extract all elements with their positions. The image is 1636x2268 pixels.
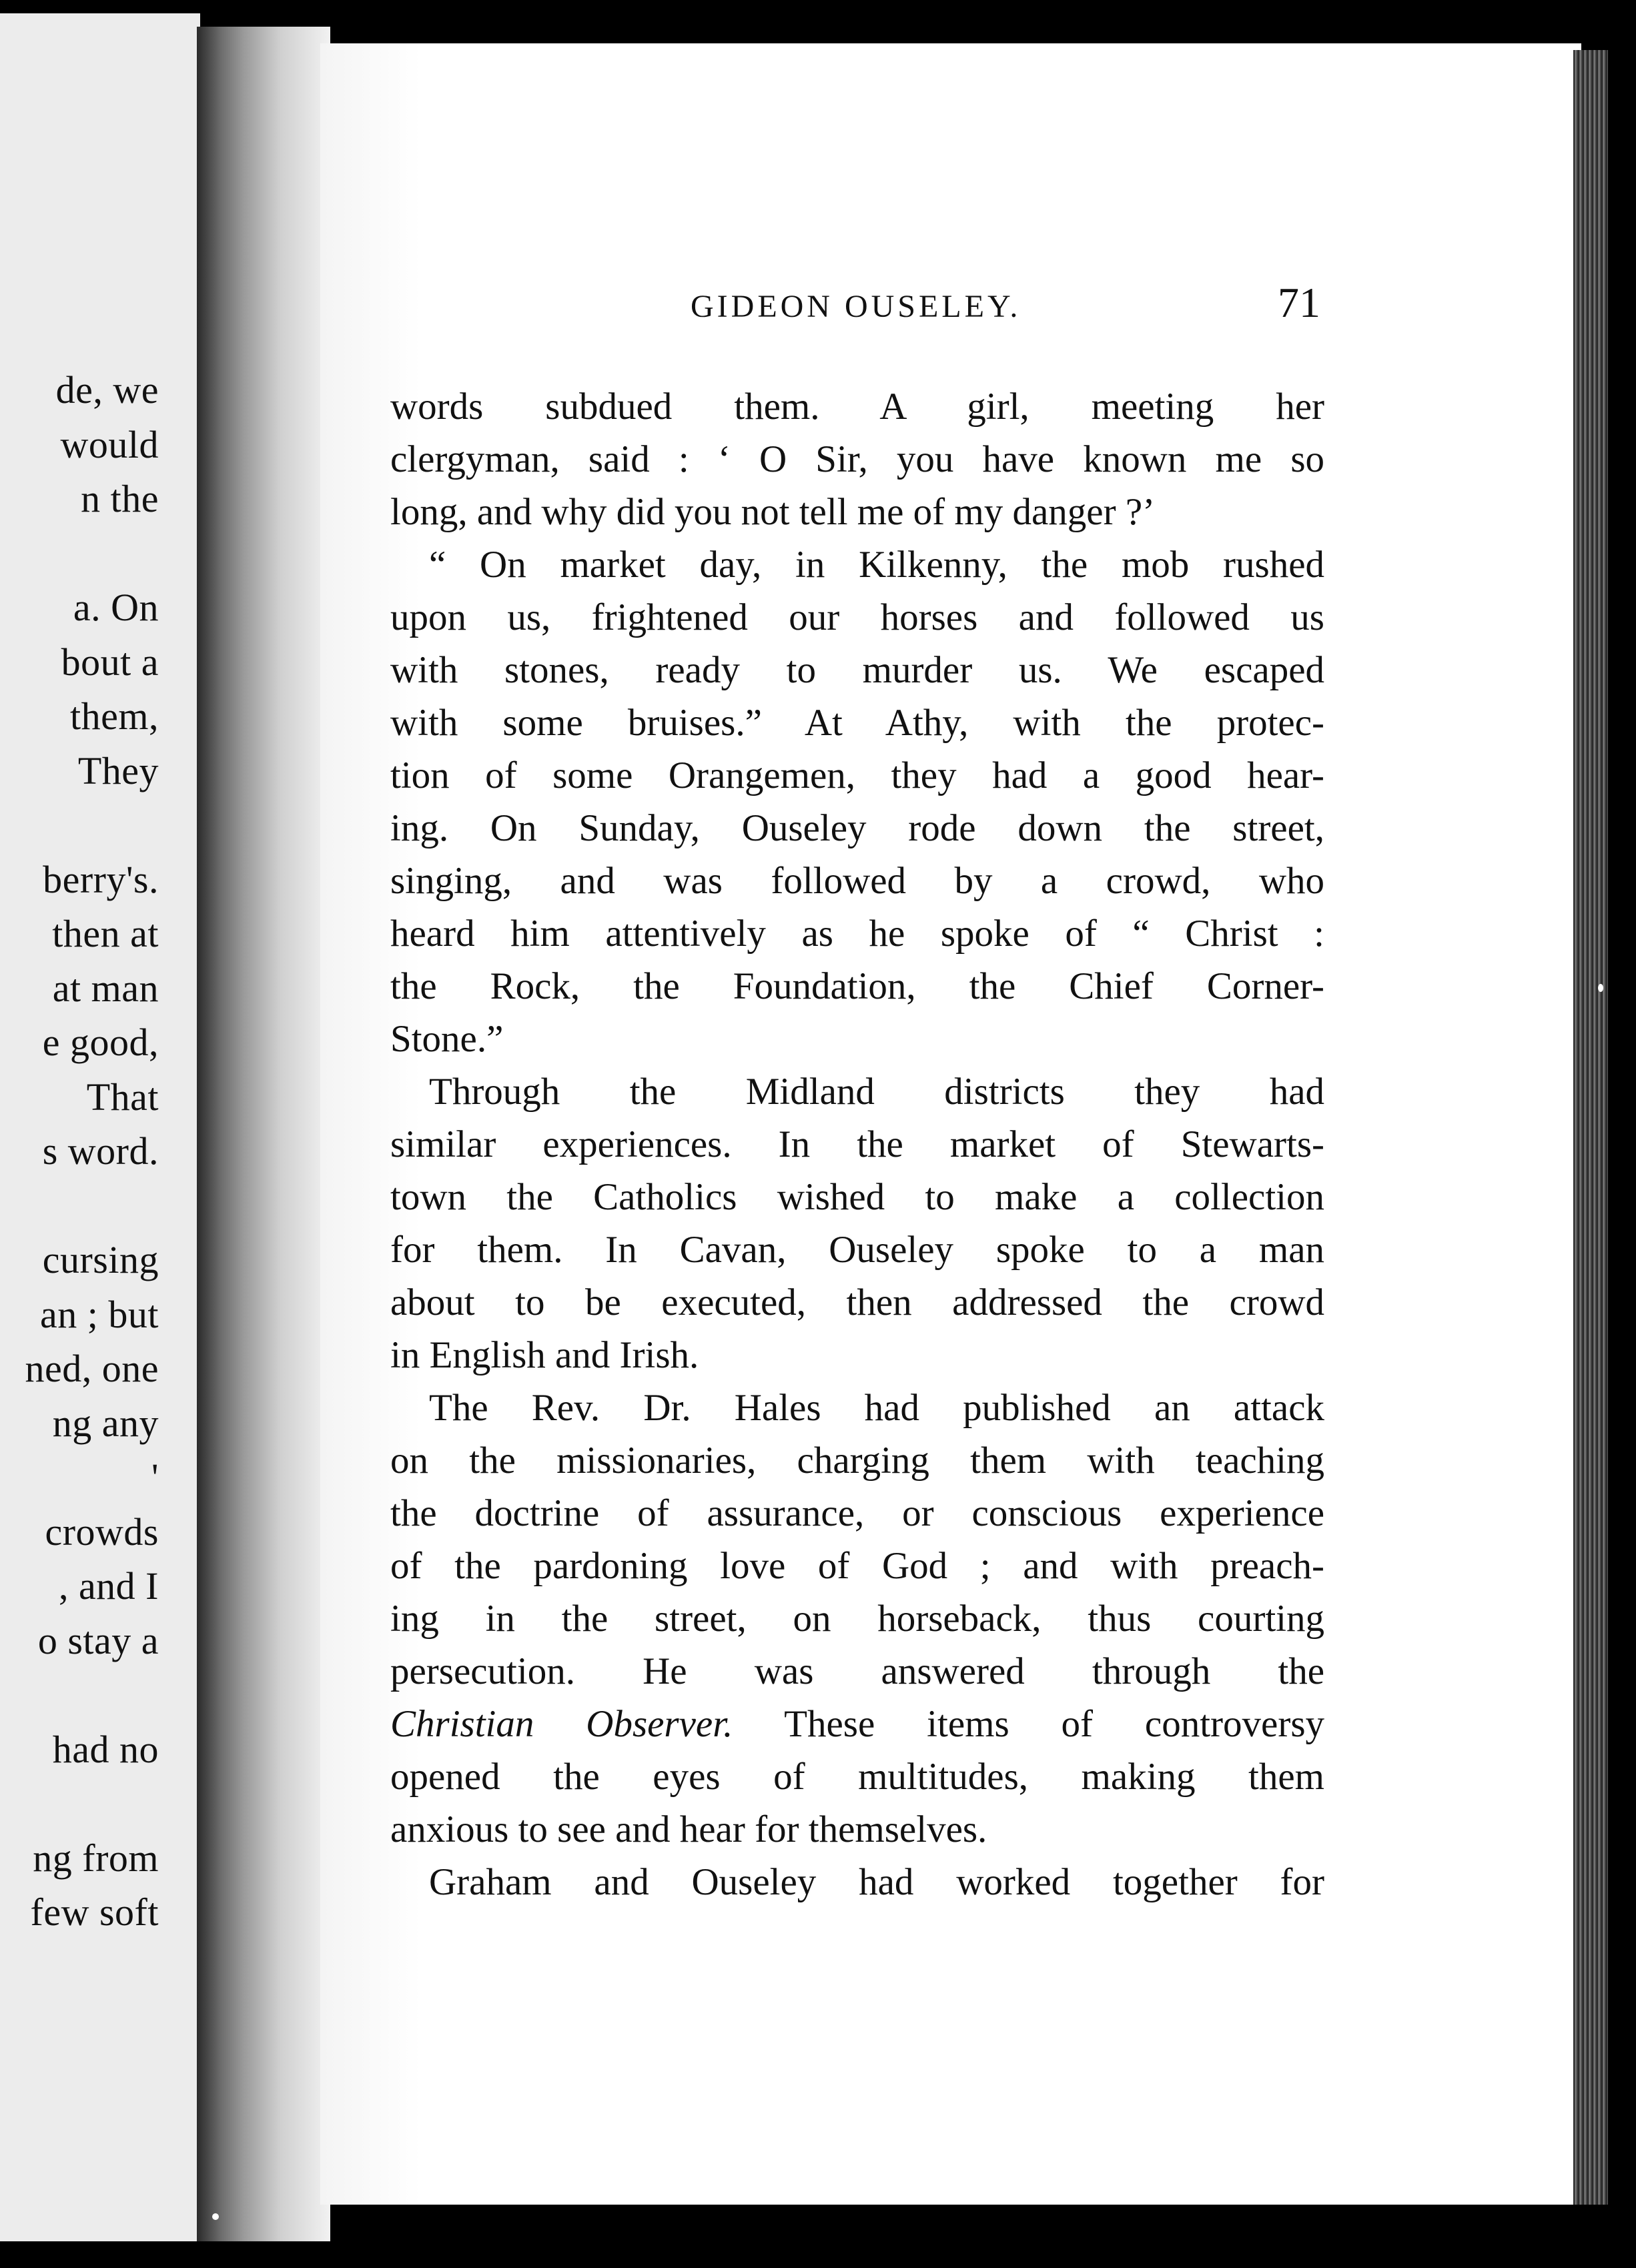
text-line: about to be executed, then addressed the crowd [390,1281,1324,1323]
facing-page-line: bout a [61,640,159,684]
facing-page-line: them, [70,694,159,738]
scan-speck [1598,984,1603,992]
text-line: with some bruises.” At Athy, with the protec- [390,702,1324,744]
facing-page-line: a. On [73,586,159,629]
facing-page-line: cursing [42,1238,159,1281]
facing-page-left [0,13,200,2241]
facing-page-line: n the [81,477,159,520]
italic-title: Christian Observer. [390,1703,733,1745]
text-line: on the missionaries, charging them with teaching [390,1440,1324,1482]
running-head-title: GIDEON OUSELEY. [691,289,1021,324]
text-line [390,1698,1324,1750]
text-line: ing. On Sunday, Ouseley rode down the street, [390,807,1324,849]
facing-page-line: They [77,748,159,792]
scan-speck [212,2213,219,2220]
facing-page-line: ng any [52,1401,159,1445]
facing-page-line: at man [52,966,159,1010]
text-line: anxious to see and hear for themselves. [390,1808,987,1850]
facing-page-line: an ; but [40,1292,159,1336]
facing-page-line: had no [52,1727,159,1771]
facing-page-line: ng from [33,1836,159,1880]
text-line: words subdued them. A girl, meeting her [390,386,1324,428]
text-line: long, and why did you not tell me of my danger ?’ [390,491,1156,533]
text-line: in English and Irish. [390,1334,699,1376]
book-gutter-shadow [197,27,330,2241]
text-line: with stones, ready to murder us. We escaped [390,649,1324,691]
text-fragment: These items of controversy [733,1703,1324,1745]
text-line: town the Catholics wished to make a collection [390,1176,1324,1218]
facing-page-line: de, we [55,368,159,412]
text-line: for them. In Cavan, Ouseley spoke to a man [390,1229,1324,1271]
text-line: Graham and Ouseley had worked together for [429,1861,1324,1903]
facing-page-line: would [60,422,159,466]
text-line: ing in the street, on horseback, thus courting [390,1598,1324,1640]
text-line: Stone.” [390,1018,504,1060]
text-line: tion of some Orangemen, they had a good hear- [390,754,1324,796]
text-line: persecution. He was answered through the [390,1650,1324,1692]
text-line: singing, and was followed by a crowd, who [390,860,1324,902]
text-line: heard him attentively as he spoke of “ Christ : [390,913,1324,955]
facing-page-line: s word. [42,1129,159,1173]
text-line: clergyman, said : ‘ O Sir, you have known me so [390,438,1324,480]
text-line: opened the eyes of multitudes, making them [390,1756,1324,1798]
text-line: Through the Midland districts they had [429,1071,1324,1113]
page-number: 71 [1278,279,1320,326]
facing-page-line: e good, [42,1021,159,1064]
page-edges [1573,50,1608,2205]
facing-page-line: ' [151,1456,159,1499]
facing-page-line: o stay a [37,1618,159,1662]
body-text [390,380,1324,1908]
facing-page-line: berry's. [43,857,159,901]
facing-page-line: That [86,1075,159,1119]
facing-page-line: ned, one [25,1347,159,1390]
text-line: the Rock, the Foundation, the Chief Corner- [390,965,1324,1007]
text-line: upon us, frightened our horses and followed us [390,596,1324,638]
text-line: “ On market day, in Kilkenny, the mob rushed [429,544,1324,586]
text-line: the doctrine of assurance, or conscious experience [390,1492,1324,1534]
facing-page-line: crowds [45,1510,159,1554]
text-line: of the pardoning love of God ; and with preach- [390,1545,1324,1587]
facing-page-line: few soft [30,1890,159,1934]
facing-page-line: , and I [58,1564,159,1608]
text-line: The Rev. Dr. Hales had published an attack [429,1387,1324,1429]
text-line: similar experiences. In the market of Stewarts- [390,1123,1324,1165]
facing-page-line: then at [52,912,159,955]
